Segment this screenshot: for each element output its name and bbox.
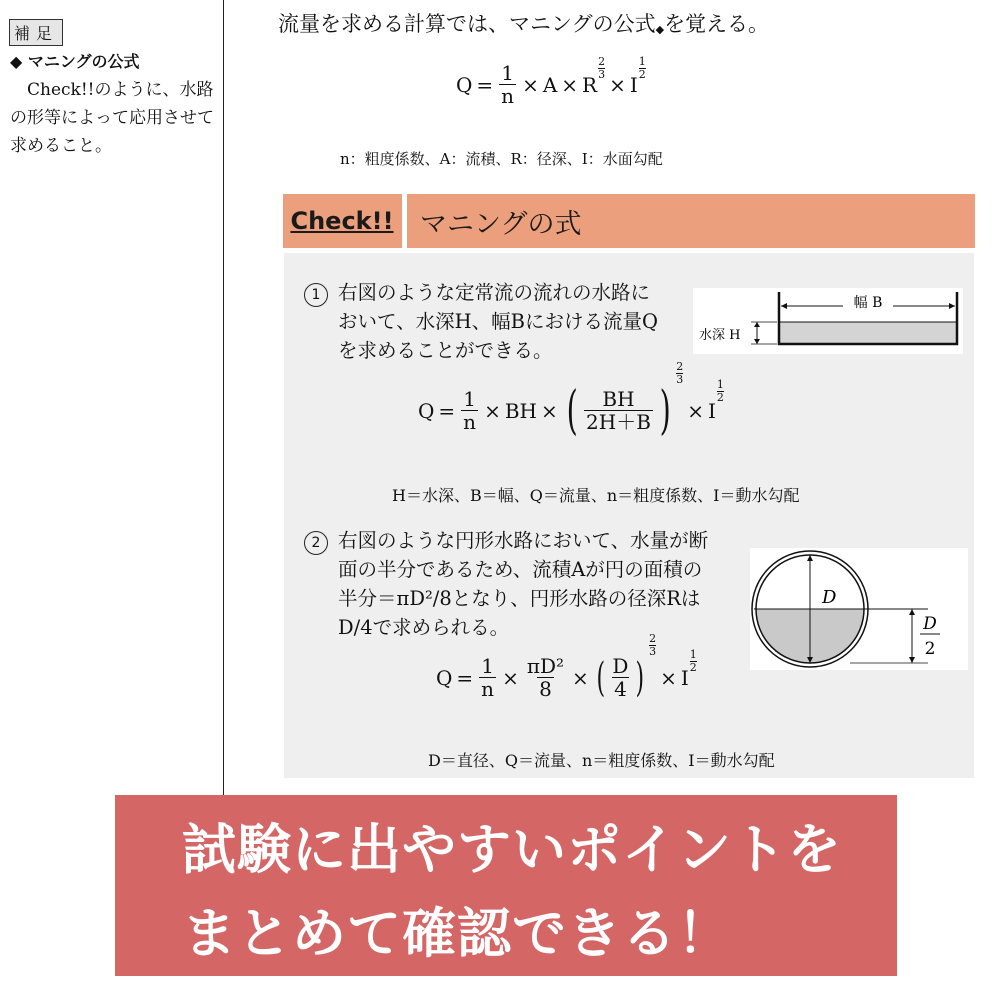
diameter-label: D [822, 587, 837, 608]
banner-line-1: 試験に出やすいポイントを [182, 818, 842, 881]
rectangular-formula: Q = $\frac{1}{n}$ × BH × ( $\frac{BH}{2H+B}$ ) $\frac{2}{3}$ × I 1 2 [418, 360, 724, 441]
exponent-2-3: $\frac{2}{3}$ [649, 632, 657, 659]
exponent-2-3: $\frac{2}{3}$ [598, 55, 606, 82]
rectangular-channel-figure [693, 288, 963, 354]
formula-a: A [542, 73, 558, 97]
exponent-2-3: $\frac{2}{3}$ [676, 360, 684, 387]
formula-definitions: n：粗度係数、A：流積、R：径深、I：水面勾配 [340, 150, 663, 168]
sidebar-tag: 補足 [9, 19, 63, 46]
item-number-2: 2 [304, 531, 328, 555]
banner-line-2: まとめて確認できる！ [182, 902, 732, 965]
exponent-1-2: 1 2 [716, 378, 724, 405]
depth-label: 水深 H [699, 328, 741, 343]
formula-r: R [582, 73, 598, 97]
formula-eq: = [476, 73, 494, 97]
check-title: マニングの式 [420, 208, 582, 240]
sidebar-heading: ◆ マニングの公式 [10, 52, 140, 71]
width-label: 幅 B [853, 295, 883, 311]
intro-marker: ◆ [655, 23, 665, 36]
check-header-divider [402, 194, 407, 248]
half-d-den: 2 [924, 639, 936, 659]
intro-before: 流量を求める計算では、マニングの公式 [278, 12, 656, 36]
fraction-bh: $\frac{BH}{2H+B}$ [586, 387, 651, 434]
fraction-pi-d2: $\frac{\text{πD²}}{8}$ [526, 654, 565, 701]
formula-i: I [629, 73, 638, 97]
circular-channel-figure [750, 548, 968, 670]
check-item-1: 1 右図のような定常流の流れの水路に おいて、水深H、幅Bにおける流量Q を求めることができる。 [304, 278, 684, 365]
intro-text [278, 8, 769, 38]
check-badge: Check!! [290, 207, 394, 235]
manning-formula: Q = $\frac{1}{n}$ × A × R $\frac{2}{3}$ × I 1 2 [456, 55, 646, 108]
item-number-1: 1 [304, 283, 328, 307]
item2-definitions: D＝直径、Q＝流量、n＝粗度係数、I＝動水勾配 [428, 751, 775, 770]
fraction-1-n: $\frac{1}{n}$ [501, 61, 515, 108]
item1-definitions: H＝水深、B＝幅、Q＝流量、n＝粗度係数、I＝動水勾配 [392, 486, 800, 505]
fraction-1-n: $\frac{1}{n}$ [463, 387, 477, 434]
fraction-d-4: $\frac{D}{4}$ [612, 654, 629, 701]
formula-q: Q [456, 73, 473, 97]
intro-after: を覚える。 [664, 12, 770, 36]
fraction-1-n: $\frac{1}{n}$ [481, 654, 495, 701]
exponent-1-2: 1 2 [638, 55, 646, 82]
sidebar-divider [223, 0, 224, 800]
half-d-num: D [923, 614, 937, 634]
sidebar-body: Check!!のように、水路の形等によって応用させて求めること。 [10, 80, 214, 156]
exponent-1-2: 1 2 [689, 648, 697, 675]
check-item-2: 2 右図のような円形水路において、水量が断 面の半分であるため、流積Aが円の面積の 半分＝πD²/8となり、円形水路の径深Rは D/4で求められる。 [304, 526, 739, 642]
circular-formula: Q = $\frac{1}{n}$ × $\frac{\text{πD²}}{8}$ × ( $\frac{D}{4}$ ) $\frac{2}{3}$ × I 1 2 [436, 632, 697, 701]
